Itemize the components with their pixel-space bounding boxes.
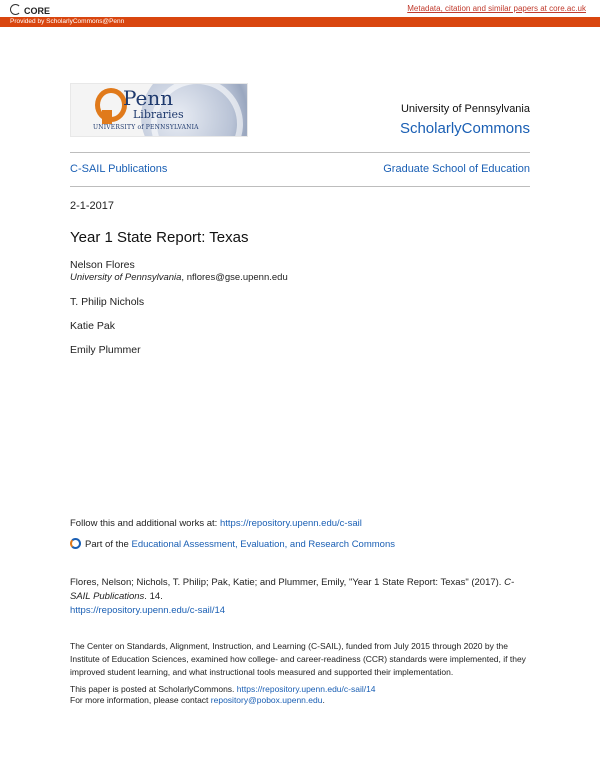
publication-date: 2-1-2017 [70, 200, 115, 212]
author-name: T. Philip Nichols [70, 296, 145, 308]
author-affiliation [70, 272, 288, 283]
scholarlycommons-link[interactable]: ScholarlyCommons [399, 120, 530, 137]
follow-link[interactable]: https://repository.upenn.edu/c-sail [219, 518, 362, 529]
logo-penn-text: Penn [123, 86, 174, 110]
author-name: Emily Plummer [70, 344, 141, 356]
series-link[interactable]: C-SAIL Publications [70, 163, 168, 175]
core-logo[interactable] [10, 4, 50, 16]
paper-title: Year 1 State Report: Texas [70, 229, 249, 246]
university-name: University of Pennsylvania [400, 103, 530, 115]
core-logo-text: CORE [24, 6, 51, 16]
affiliation-name: University of Pennsylvania [70, 272, 182, 283]
author-name: Nelson Flores [70, 259, 135, 271]
citation-journal: C-SAIL Publications [70, 577, 515, 602]
citation-url[interactable]: https://repository.upenn.edu/c-sail/14 [70, 605, 226, 616]
citation-text: Flores, Nelson; Nichols, T. Philip; Pak, Katie; and Plummer, Emily, "Year 1 State Report: Texas" (2017). [70, 577, 505, 588]
contact-email-link[interactable]: repository@pobox.upenn.edu [210, 695, 323, 705]
author-name: Katie Pak [70, 320, 115, 332]
abstract-text: The Center on Standards, Alignment, Instruction, and Learning (C-SAIL), funded from July 2015 through 2020 by the Institute of Education Sciences, examined how college- and career-readiness (CCR) standards were implemented, if they improved student learning, and what instructional tools measured and supported their implementation. [70, 641, 526, 677]
part-of-line [70, 538, 395, 550]
author-email: , nflores@gse.upenn.edu [181, 272, 288, 283]
school-link[interactable]: Graduate School of Education [383, 163, 530, 175]
penn-libraries-logo [70, 83, 248, 137]
contact-line [70, 695, 325, 705]
core-metadata-link[interactable]: Metadata, citation and similar papers at core.ac.uk [407, 4, 586, 13]
logo-emblem-base [102, 110, 112, 124]
contact-prefix: For more information, please contact [70, 695, 211, 705]
part-of-prefix: Part of the [85, 539, 132, 550]
citation-number: . 14. [144, 591, 163, 602]
divider [70, 152, 530, 153]
commons-network-icon [70, 538, 81, 549]
follow-line [70, 518, 362, 529]
contact-suffix: . [322, 695, 325, 705]
follow-prefix: Follow this and additional works at: [70, 518, 220, 529]
posted-link[interactable]: https://repository.upenn.edu/c-sail/14 [236, 684, 376, 694]
logo-university-text: UNIVERSITY of PENNSYLVANIA [93, 124, 199, 131]
core-icon [10, 4, 21, 15]
divider [70, 186, 530, 187]
posted-line [70, 684, 376, 694]
core-provided-by[interactable]: Provided by ScholarlyCommons@Penn [10, 18, 125, 25]
recommended-citation [70, 576, 530, 618]
commons-link[interactable]: Educational Assessment, Evaluation, and Research Commons [131, 539, 395, 550]
logo-libraries-text: Libraries [133, 108, 184, 121]
posted-prefix: This paper is posted at ScholarlyCommons. [70, 684, 237, 694]
